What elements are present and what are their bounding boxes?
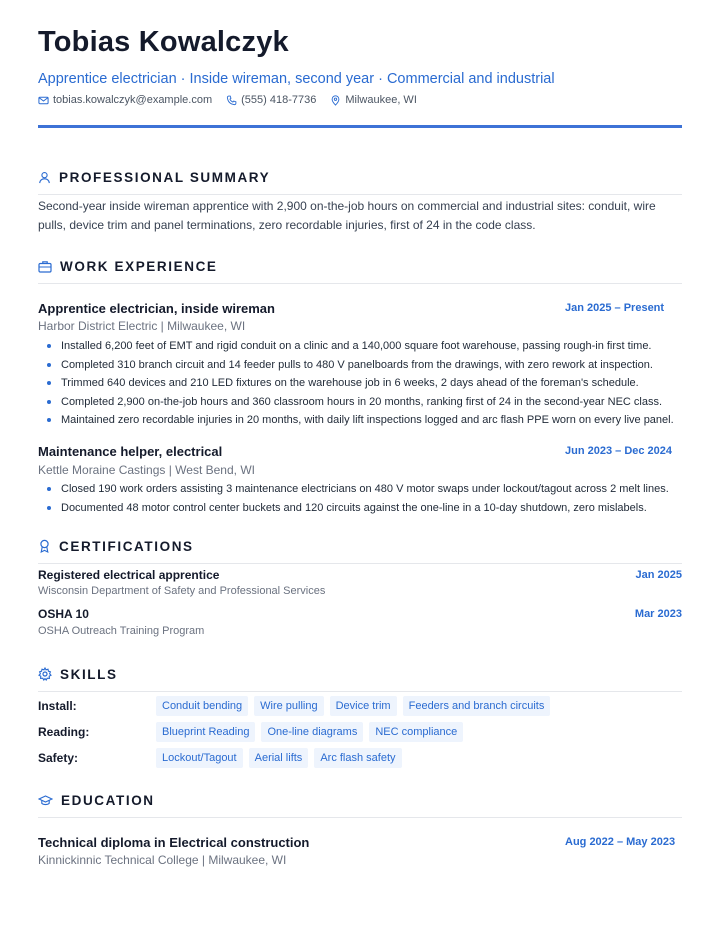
job-title: Apprentice electrician, inside wireman bbox=[38, 301, 275, 316]
job-bullets bbox=[38, 480, 688, 517]
certifications-title: CERTIFICATIONS bbox=[59, 538, 194, 554]
job-bullets bbox=[38, 337, 688, 430]
skill-chip: Lockout/Tagout bbox=[156, 748, 243, 768]
degree-title: Technical diploma in Electrical construction bbox=[38, 835, 310, 850]
cert-name: OSHA 10 bbox=[38, 607, 89, 621]
mail-icon bbox=[38, 95, 49, 106]
section-certifications-heading bbox=[38, 535, 682, 564]
award-icon bbox=[38, 539, 51, 553]
cert-org: OSHA Outreach Training Program bbox=[38, 625, 205, 637]
section-experience-heading bbox=[38, 255, 682, 284]
job-org: Kettle Moraine Castings | West Bend, WI bbox=[38, 463, 255, 477]
education-title: EDUCATION bbox=[61, 792, 155, 808]
list-item: Installed 6,200 feet of EMT and rigid conduit on a clinic and a 140,000 square foot warehouse, passing rough-in first time. bbox=[38, 337, 688, 356]
skill-chips bbox=[156, 696, 556, 716]
summary-text: Second-year inside wireman apprentice with 2,900 on-the-job hours on commercial and industrial sites: conduit, wire pulls, device trim and panel terminations, zero recordable injuries, first of 24 in the code class. bbox=[38, 199, 656, 232]
skill-row-reading bbox=[38, 722, 682, 742]
gear-icon bbox=[38, 667, 52, 681]
skill-chip: NEC compliance bbox=[369, 722, 463, 742]
experience-title: WORK EXPERIENCE bbox=[60, 258, 218, 274]
section-skills-heading bbox=[38, 663, 682, 692]
list-item: Documented 48 motor control center buckets and 120 circuits against the one-line in a 10-day shutdown, zero mislabels. bbox=[38, 499, 688, 518]
list-item: Trimmed 640 devices and 210 LED fixtures on the warehouse job in 6 weeks, 2 days ahead of the foreman's schedule. bbox=[38, 374, 688, 393]
list-item: Completed 2,900 on-the-job hours and 360 classroom hours in 20 months, ranking first of 24 in the second-year NEC class. bbox=[38, 393, 688, 412]
skill-chip: Blueprint Reading bbox=[156, 722, 255, 742]
job-title: Maintenance helper, electrical bbox=[38, 444, 223, 459]
email-text[interactable]: tobias.kowalczyk@example.com bbox=[53, 94, 213, 106]
section-education-heading bbox=[38, 789, 682, 818]
cert-name: Registered electrical apprentice bbox=[38, 568, 220, 582]
list-item: Maintained zero recordable injuries in 20 months, with daily lift inspections logged and arc flash PPE worn on every live panel. bbox=[38, 411, 688, 430]
contact-phone bbox=[226, 94, 316, 106]
contact-location bbox=[330, 94, 417, 106]
list-item: Completed 310 branch circuit and 14 feeder pulls to 480 V panelboards from the drawings, with zero rework at inspection. bbox=[38, 356, 688, 375]
skill-row-safety bbox=[38, 748, 682, 768]
phone-text[interactable]: (555) 418-7736 bbox=[241, 94, 317, 106]
skill-chip: Conduit bending bbox=[156, 696, 248, 716]
cert-org: Wisconsin Department of Safety and Professional Services bbox=[38, 585, 326, 597]
cert-date: Jan 2025 bbox=[635, 569, 682, 581]
skill-label: Safety: bbox=[38, 751, 79, 765]
candidate-name: Tobias Kowalczyk bbox=[38, 26, 289, 58]
graduation-cap-icon bbox=[38, 794, 53, 807]
list-item: Closed 190 work orders assisting 3 maintenance electricians on 480 V motor swaps under lockout/tagout across 2 melt lines. bbox=[38, 480, 688, 499]
briefcase-icon bbox=[38, 260, 52, 273]
skill-chip: Feeders and branch circuits bbox=[403, 696, 551, 716]
header-divider bbox=[38, 125, 682, 128]
tagline: Apprentice electrician · Inside wireman, second year · Commercial and industrial bbox=[38, 71, 555, 87]
skills-title: SKILLS bbox=[60, 666, 118, 682]
cert-date: Mar 2023 bbox=[634, 608, 682, 620]
education-dates: Aug 2022 – May 2023 bbox=[565, 836, 676, 848]
skill-chip: Wire pulling bbox=[254, 696, 323, 716]
location-text: Milwaukee, WI bbox=[345, 94, 417, 106]
skill-label: Install: bbox=[38, 699, 77, 713]
skill-chips bbox=[156, 748, 408, 768]
skill-chips bbox=[156, 722, 469, 742]
job-dates: Jun 2023 – Dec 2024 bbox=[565, 445, 673, 457]
skill-chip: Arc flash safety bbox=[314, 748, 401, 768]
skill-row-install bbox=[38, 696, 682, 716]
section-summary-heading bbox=[38, 166, 682, 195]
skill-label: Reading: bbox=[38, 725, 90, 739]
job-dates: Jan 2025 – Present bbox=[565, 302, 665, 314]
phone-icon bbox=[226, 95, 237, 106]
skill-chip: One-line diagrams bbox=[261, 722, 363, 742]
user-icon bbox=[38, 171, 51, 184]
map-pin-icon bbox=[330, 95, 341, 106]
summary-title: PROFESSIONAL SUMMARY bbox=[59, 169, 271, 185]
contact-line bbox=[38, 94, 431, 106]
job-org: Harbor District Electric | Milwaukee, WI bbox=[38, 319, 246, 333]
school-name: Kinnickinnic Technical College | Milwaukee, WI bbox=[38, 853, 287, 867]
skill-chip: Device trim bbox=[330, 696, 397, 716]
skill-chip: Aerial lifts bbox=[249, 748, 309, 768]
contact-email bbox=[38, 94, 212, 106]
